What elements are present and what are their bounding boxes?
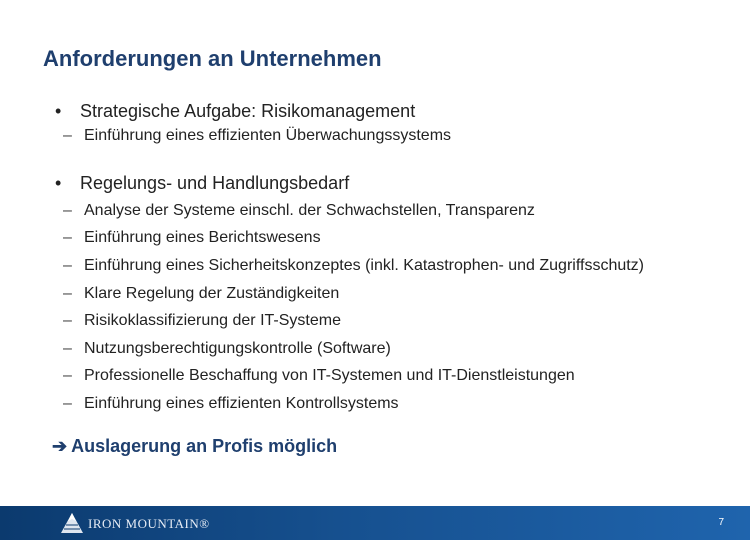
sub-item: [63, 312, 341, 330]
sub-item-text: Einführung eines effizienten Überwachungssystems: [84, 127, 452, 144]
slide-title: Anforderungen an Unternehmen: [43, 46, 382, 71]
sub-item-text: Analyse der Systeme einschl. der Schwachstellen, Transparenz: [84, 202, 535, 219]
bullet-regulation-need: [55, 173, 349, 194]
sub-item: [63, 202, 535, 220]
bullet-label: Strategische Aufgabe: Risikomanagement: [80, 101, 416, 121]
dash: –: [63, 312, 72, 329]
dash: –: [63, 367, 72, 384]
sub-item-text: Klare Regelung der Zuständigkeiten: [84, 285, 340, 302]
sub-item: [63, 340, 391, 358]
sub-item: [63, 229, 321, 247]
sub-item: [63, 395, 399, 413]
sub-item: [63, 127, 451, 145]
dash: –: [63, 127, 72, 144]
sub-item: [63, 285, 339, 303]
dash: –: [63, 340, 72, 357]
arrow-right-icon: ➔: [52, 436, 68, 456]
sub-item-text: Risikoklassifizierung der IT-Systeme: [84, 312, 341, 329]
sub-item: [63, 257, 644, 275]
sub-item-text: Professionelle Beschaffung von IT-Systemen und IT-Dienstleistungen: [84, 367, 575, 384]
sub-item-text: Einführung eines Sicherheitskonzeptes (inkl. Katastrophen- und Zugriffsschutz): [84, 257, 645, 274]
sub-item: [63, 367, 575, 385]
bullet-label: Regelungs- und Handlungsbedarf: [80, 173, 350, 193]
page-number: 7: [718, 517, 724, 528]
sub-item-text: Einführung eines Berichtswesens: [84, 229, 321, 246]
mountain-logo-icon: [60, 512, 84, 534]
dash: –: [63, 257, 72, 274]
bullet-dot: •: [55, 101, 62, 121]
logo-text: IRON MOUNTAIN®: [88, 516, 210, 531]
sub-item-text: Nutzungsberechtigungskontrolle (Software): [84, 340, 391, 357]
conclusion: [52, 436, 337, 457]
dash: –: [63, 285, 72, 302]
sub-item-text: Einführung eines effizienten Kontrollsystems: [84, 395, 399, 412]
dash: –: [63, 395, 72, 412]
bullet-dot: •: [55, 173, 62, 193]
conclusion-text: Auslagerung an Profis möglich: [71, 436, 338, 456]
dash: –: [63, 229, 72, 246]
footer-bar: [0, 506, 750, 540]
dash: –: [63, 202, 72, 219]
bullet-strategic-task: [55, 101, 415, 122]
